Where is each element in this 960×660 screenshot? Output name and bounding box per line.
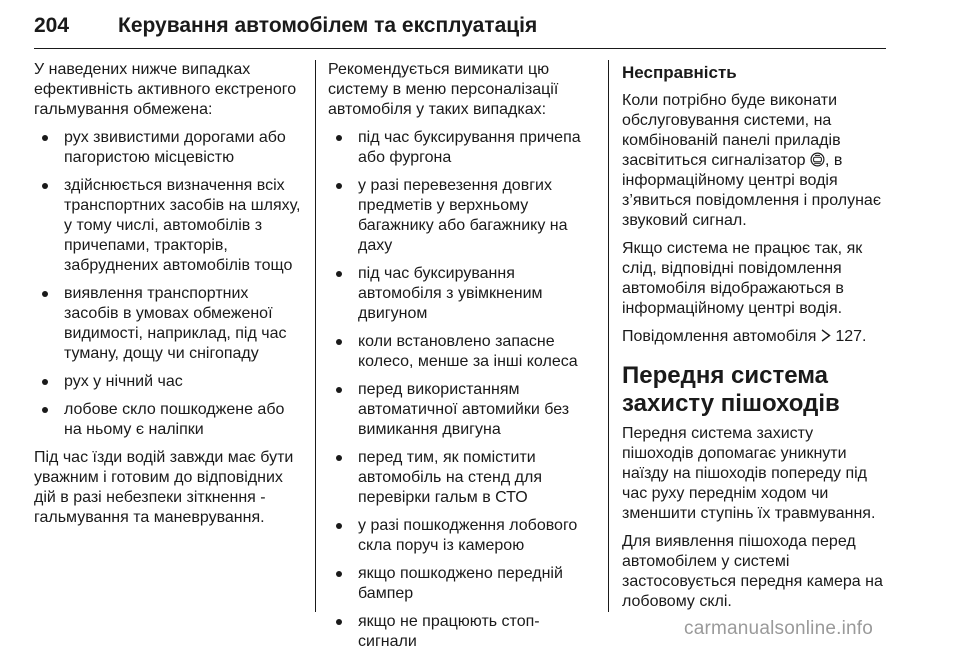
paragraph-intro: Рекомендується вимикати цю систему в меню персоналізації автомобіля у таких випадках: <box>328 61 559 118</box>
column-divider <box>315 60 316 612</box>
page-title: Керування автомобілем та експлуатація <box>118 14 538 37</box>
paragraph-reference <box>622 327 888 348</box>
paragraph-system-messages: Якщо система не працює так, як слід, відповідні повідомлення автомобіля відображаються в інформаційному центрі водія. <box>622 240 863 317</box>
list-item: коли встановлено запасне колесо, менше за інші колеса <box>328 332 590 372</box>
page-reference-link[interactable]: 127. <box>835 328 867 345</box>
list-item: у разі пошкодження лобового скла поруч із камерою <box>328 516 590 556</box>
list-item: перед використанням автоматичної автомийки без вимикання двигуна <box>328 380 590 440</box>
reference-text: Повідомлення автомобіля <box>622 328 817 345</box>
bullet-list <box>34 128 306 440</box>
list-item: якщо не працюють стоп-сигнали <box>328 612 590 652</box>
list-item: у разі перевезення довгих предметів у верхньому багажнику або багажнику на даху <box>328 176 590 256</box>
column-middle <box>328 60 590 660</box>
subheading-malfunction: Несправність <box>622 63 737 82</box>
paragraph-intro: У наведених нижче випадках ефективність активного екстреного гальмування обмежена: <box>34 61 297 118</box>
page-header <box>34 0 886 49</box>
paragraph-malfunction <box>622 91 888 231</box>
column-right <box>622 60 888 620</box>
paragraph-pedestrian-intro: Передня система захисту пішоходів допомагає уникнути наїзду на пішоходів попереду під час руху переднім ходом чи зменшити ступінь їх травмування. <box>622 425 876 522</box>
paragraph-pedestrian-camera: Для виявлення пішохода перед автомобілем у системі застосовується передня камера на лобовому склі. <box>622 533 883 610</box>
list-item: здійснюється визначення всіх транспортних засобів на шляху, у тому числі, автомобілів з причепами, тракторів, забруднених автомобілів тощо <box>34 176 306 276</box>
list-item: лобове скло пошкоджене або на ньому є наліпки <box>34 400 306 440</box>
page-number: 204 <box>34 14 70 37</box>
list-item: якщо пошкоджено передній бампер <box>328 564 590 604</box>
list-item: рух у нічний час <box>34 372 306 392</box>
list-item: виявлення транспортних засобів в умовах обмеженої видимості, наприклад, під час туману, дощу чи снігопаду <box>34 284 306 364</box>
page-reference-arrow-icon <box>821 328 831 348</box>
column-left <box>34 60 306 536</box>
paragraph-text: Коли потрібно буде виконати обслуговування системи, на комбінованій панелі приладів засвітиться сигналізатор <box>622 92 841 169</box>
section-heading-pedestrian-protection: Передня система захисту пішоходів <box>622 362 840 417</box>
paragraph-text: , в інформаційному центрі водія з’явиться повідомлення і пролунає звуковий сигнал. <box>622 152 881 229</box>
collision-warning-lamp-icon <box>810 152 825 167</box>
bullet-list <box>328 128 590 652</box>
paragraph-outro: Під час їзди водій завжди має бути уважним і готовим до відповідних дій в разі небезпеки зіткнення - гальмування та маневрування. <box>34 449 294 526</box>
watermark: carmanualsonline.info <box>684 618 874 639</box>
list-item: перед тим, як помістити автомобіль на стенд для перевірки гальм в СТО <box>328 448 590 508</box>
column-divider <box>608 60 609 612</box>
list-item: рух звивистими дорогами або пагористою місцевістю <box>34 128 306 168</box>
list-item: під час буксирування причепа або фургона <box>328 128 590 168</box>
list-item: під час буксирування автомобіля з увімкненим двигуном <box>328 264 590 324</box>
